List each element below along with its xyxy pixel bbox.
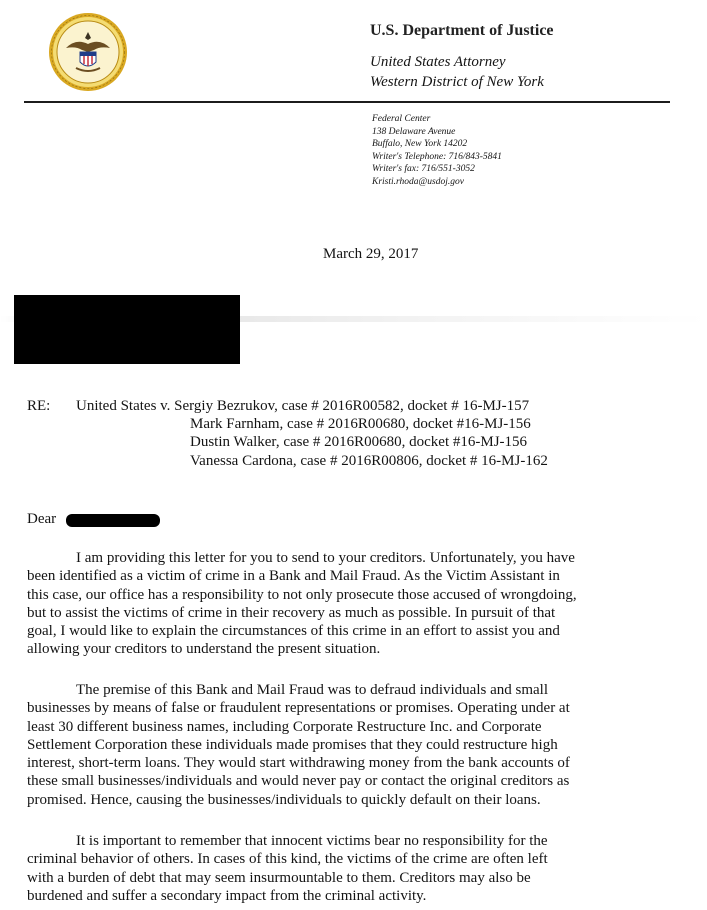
writer-email: Kristi.rhoda@usdoj.gov <box>372 176 464 187</box>
paragraph-line: this case, our office has a responsibility to not only prosecute those accused of wrongdoing, <box>27 586 577 603</box>
paragraph-line: promised. Hence, causing the businesses/individuals to quickly default on their loans. <box>27 791 541 808</box>
salutation: Dear <box>27 511 57 527</box>
paragraph-line: interest, short-term loans. They would start withdrawing money from the bank accounts of <box>27 755 570 772</box>
address-block <box>372 113 502 188</box>
paragraph-line: these small businesses/individuals and would never pay or contact the original creditors as <box>27 773 570 790</box>
paragraph-line: been identified as a victim of crime in a Bank and Mail Fraud. As the Victim Assistant in <box>27 568 560 585</box>
redacted-recipient-address <box>14 295 240 364</box>
doj-seal-icon <box>48 12 128 92</box>
writer-fax: Writer's fax: 716/551-3052 <box>372 164 475 174</box>
paragraph-line: burdened and suffer a secondary impact from the criminal activity. <box>27 887 427 904</box>
paragraph-line: It is important to remember that innocent victims bear no responsibility for the <box>76 833 548 849</box>
re-label: RE: <box>27 398 51 414</box>
letter-date: March 29, 2017 <box>323 246 419 262</box>
paragraph-line: with a burden of debt that may seem insurmountable to them. Creditors may also be <box>27 869 531 886</box>
address-line: Federal Center <box>372 114 431 124</box>
office-district: Western District of New York <box>370 74 544 90</box>
re-case-line: Dustin Walker, case # 2016R00680, docket #16-MJ-156 <box>190 434 528 450</box>
paragraph-line: goal, I would like to explain the circumstances of this crime in an effort to assist you and <box>27 623 560 640</box>
paragraph-line: Settlement Corporation these individuals made promises that they could restructure high <box>27 736 558 753</box>
paragraph-line: businesses by means of false or fraudulent representations or promises. Operating under at <box>27 700 570 717</box>
re-case-line: Mark Farnham, case # 2016R00680, docket #16-MJ-156 <box>190 416 531 432</box>
paragraph-line: but to assist the victims of crime in their recovery as much as possible. In pursuit of that <box>27 604 556 621</box>
department-name: U.S. Department of Justice <box>370 22 554 39</box>
header-divider <box>24 101 670 103</box>
redacted-recipient-name <box>66 514 160 527</box>
paragraph-line: least 30 different business names, including Corporate Restructure Inc. and Corporate <box>27 718 542 735</box>
body-paragraph <box>27 681 667 809</box>
paragraph-line: allowing your creditors to understand the present situation. <box>27 641 381 658</box>
body-paragraph <box>27 832 667 905</box>
office-title: United States Attorney <box>370 54 506 70</box>
paragraph-line: criminal behavior of others. In cases of this kind, the victims of the crime are often left <box>27 851 548 868</box>
re-case-line: United States v. Sergiy Bezrukov, case # 2016R00582, docket # 16-MJ-157 <box>76 398 530 414</box>
re-case-line: Vanessa Cardona, case # 2016R00806, docket # 16-MJ-162 <box>190 453 548 469</box>
address-line: 138 Delaware Avenue <box>372 126 456 137</box>
paragraph-line: I am providing this letter for you to send to your creditors. Unfortunately, you have <box>76 550 575 566</box>
paragraph-line: The premise of this Bank and Mail Fraud was to defraud individuals and small <box>76 682 548 698</box>
address-line: Buffalo, New York 14202 <box>372 139 468 149</box>
writer-telephone: Writer's Telephone: 716/843-5841 <box>372 151 502 162</box>
body-paragraph <box>27 549 667 659</box>
